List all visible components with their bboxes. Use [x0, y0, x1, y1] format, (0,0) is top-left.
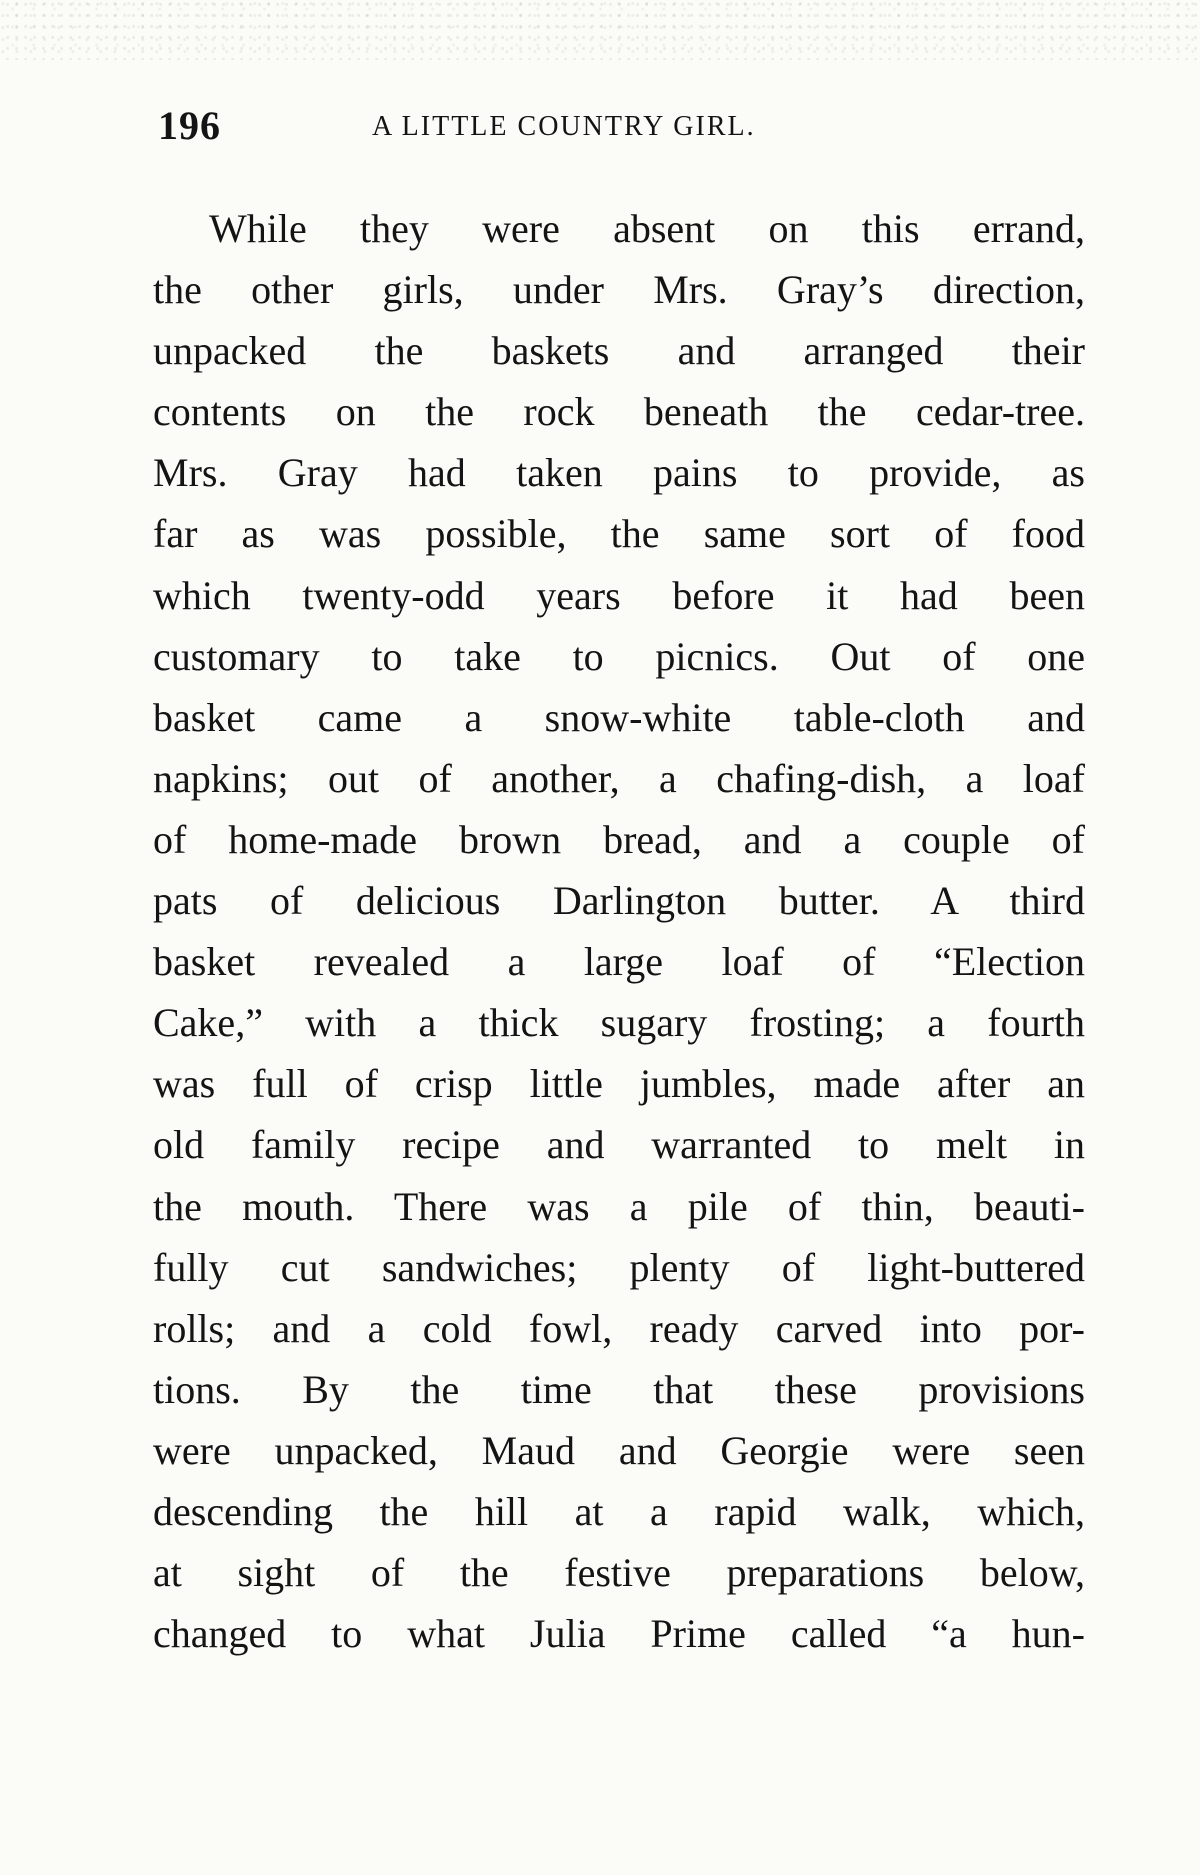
text-line: Cake,” with a thick sugary frosting; a fourth — [153, 1000, 1085, 1046]
text-line: at sight of the festive preparations below, — [153, 1550, 1085, 1596]
text-line: basket came a snow-white table-cloth and — [153, 694, 1085, 740]
text-line: were unpacked, Maud and Georgie were seen — [153, 1427, 1085, 1473]
text-line: tions. By the time that these provisions — [153, 1366, 1085, 1412]
body-text — [153, 198, 1085, 1664]
text-line: of home-made brown bread, and a couple of — [153, 816, 1085, 862]
text-line: the other girls, under Mrs. Gray’s direction, — [153, 267, 1085, 313]
text-line: far as was possible, the same sort of food — [153, 511, 1085, 557]
text-line: old family recipe and warranted to melt in — [153, 1122, 1085, 1168]
text-line: the mouth. There was a pile of thin, beauti- — [153, 1183, 1085, 1229]
text-line: which twenty-odd years before it had been — [153, 572, 1085, 618]
running-title: A LITTLE COUNTRY GIRL. — [372, 111, 756, 142]
text-line: rolls; and a cold fowl, ready carved into por- — [153, 1305, 1085, 1351]
text-line: changed to what Julia Prime called “a hun- — [153, 1611, 1085, 1657]
text-line: Mrs. Gray had taken pains to provide, as — [153, 450, 1085, 496]
text-line: napkins; out of another, a chafing-dish, a loaf — [153, 755, 1085, 801]
text-line: customary to take to picnics. Out of one — [153, 633, 1085, 679]
text-line: fully cut sandwiches; plenty of light-buttered — [153, 1244, 1085, 1290]
text-line: unpacked the baskets and arranged their — [153, 328, 1085, 374]
text-line: was full of crisp little jumbles, made after an — [153, 1061, 1085, 1107]
text-line: contents on the rock beneath the cedar-tree. — [153, 389, 1085, 435]
text-line: basket revealed a large loaf of “Election — [153, 939, 1085, 985]
page-number: 196 — [158, 103, 221, 148]
running-head — [158, 102, 1058, 152]
text-line: While they were absent on this errand, — [209, 206, 1085, 251]
text-line: descending the hill at a rapid walk, which, — [153, 1488, 1085, 1534]
text-line: pats of delicious Darlington butter. A third — [153, 878, 1085, 924]
paper-speckle — [0, 0, 1200, 60]
